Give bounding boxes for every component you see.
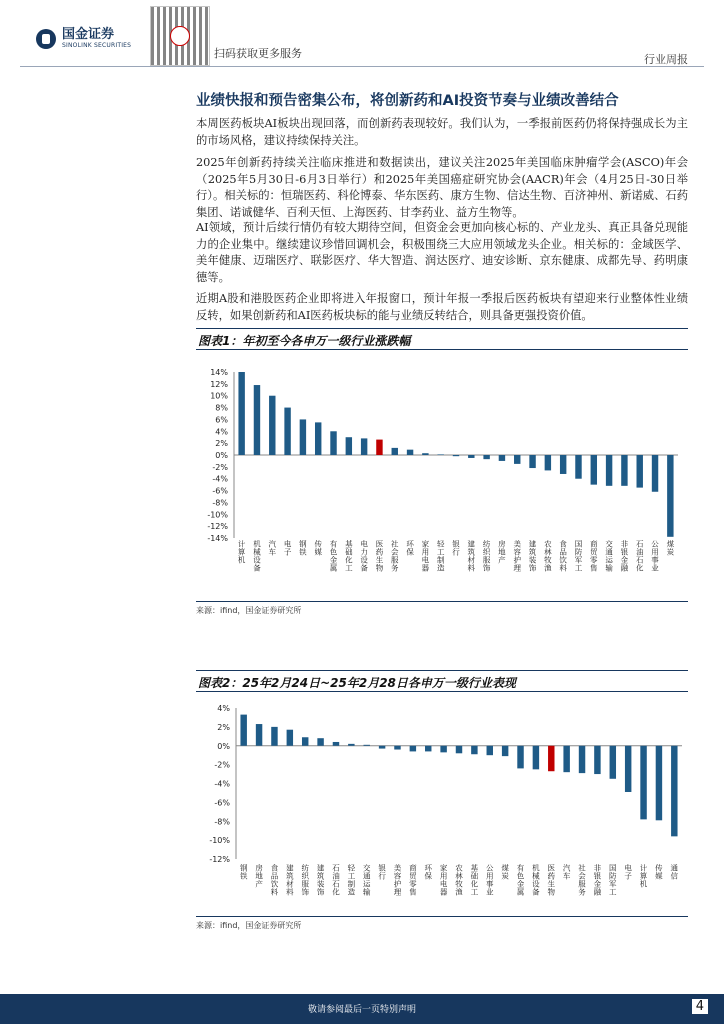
x-tick-label: 汽车 — [267, 540, 277, 556]
bar-汽车 — [269, 396, 275, 455]
bar-轻工制造 — [437, 454, 443, 455]
bar-商贸零售 — [591, 455, 597, 485]
y-tick-label: 4% — [217, 704, 230, 713]
x-tick-label: 环保 — [423, 864, 433, 880]
x-tick-label: 非银金融 — [592, 864, 602, 896]
x-tick-label: 电力设备 — [359, 540, 369, 572]
bar-家用电器 — [440, 746, 446, 753]
x-tick-label: 美容护理 — [512, 540, 522, 572]
bar-农林牧渔 — [545, 455, 551, 470]
y-tick-label: 8% — [215, 403, 228, 413]
logo-cn: 国金证券 — [62, 27, 115, 42]
bar-建筑装饰 — [317, 738, 323, 746]
x-tick-label: 国防军工 — [608, 864, 618, 896]
x-tick-label: 基础化工 — [344, 540, 354, 572]
x-tick-label: 通信 — [669, 864, 679, 880]
qr-center-logo-icon — [170, 26, 190, 46]
y-tick-label: -2% — [214, 760, 230, 770]
chart2 — [196, 698, 688, 910]
page-footer — [0, 994, 724, 1024]
bar-食品饮料 — [560, 455, 566, 474]
y-tick-label: -14% — [207, 534, 228, 543]
bar-银行 — [453, 455, 459, 456]
x-tick-label: 轻工制造 — [436, 540, 446, 572]
x-tick-label: 机械设备 — [531, 864, 541, 896]
report-type: 行业周报 — [644, 53, 688, 66]
x-tick-label: 钢铁 — [298, 540, 308, 556]
y-tick-label: -2% — [212, 462, 228, 472]
bar-汽车 — [563, 746, 569, 772]
x-tick-label: 公用事业 — [485, 864, 495, 896]
bar-银行 — [379, 746, 385, 749]
x-tick-label: 建筑装饰 — [316, 864, 326, 896]
figure1-title-text: 图表1：年初至今各申万一级行业涨跌幅 — [198, 334, 411, 348]
bar-医药生物 — [548, 746, 554, 771]
x-tick-label: 环保 — [405, 540, 415, 556]
bar-环保 — [425, 746, 431, 752]
bar-基础化工 — [346, 437, 352, 455]
y-tick-label: 10% — [210, 391, 228, 401]
x-tick-label: 商贸零售 — [589, 540, 599, 572]
bar-通信 — [671, 746, 677, 837]
x-tick-label: 基础化工 — [469, 864, 479, 896]
bar-交通运输 — [606, 455, 612, 486]
paragraph-1: 本周医药板块AI板块出现回落，而创新药表现较好。我们认为，一季报前医药仍将保持强成长为主的市场风格，建议持续保持关注。 — [196, 117, 688, 147]
company-logo — [36, 28, 131, 49]
y-tick-label: 14% — [210, 368, 228, 377]
figure2-bottom-rule — [196, 916, 688, 917]
x-tick-label: 医药生物 — [546, 864, 556, 896]
x-tick-label: 家用电器 — [439, 864, 449, 896]
x-tick-label: 银行 — [377, 864, 387, 880]
x-tick-label: 美容护理 — [392, 864, 402, 896]
chart1 — [196, 360, 688, 590]
bar-有色金属 — [517, 746, 523, 769]
x-tick-label: 食品饮料 — [269, 864, 279, 896]
bar-石油石化 — [333, 742, 339, 746]
figure2-title-text: 图表2：25年2月24日~25年2月28日各申万一级行业表现 — [198, 676, 516, 690]
x-tick-label: 汽车 — [562, 864, 572, 880]
paragraph-2: 2025年创新药持续关注临床推进和数据读出，建议关注2025年美国临床肿瘤学会(ASCO)年会（2025年5月30日-6月3日举行）和2025年美国癌症研究协会(AACR)年会（4月25日-30日举行）。相关标的：恒瑞医药、科伦博泰、华东医药、康方生物、信达生物、百济神州、新诺威、石药集团、诺诚健华、百利天恒、上海医药、甘李药业、益方生物等。 — [196, 156, 688, 219]
x-tick-label: 计算机 — [639, 864, 649, 888]
bar-建筑材料 — [468, 455, 474, 458]
paragraph-4: 近期A股和港股医药企业即将进入年报窗口，预计年报一季报后医药板块有望迎来行业整体性业绩反转，如果创新药和AI医药板块标的能与业绩反转结合，则具备更强投资价值。 — [196, 292, 688, 322]
figure1-source: 来源：ifind，国金证券研究所 — [196, 606, 302, 615]
x-tick-label: 非银金融 — [619, 540, 629, 572]
x-tick-label: 计算机 — [237, 540, 247, 564]
bar-钢铁 — [300, 419, 306, 455]
x-tick-label: 钢铁 — [239, 864, 249, 880]
bar-公用事业 — [652, 455, 658, 492]
y-tick-label: 4% — [215, 427, 228, 437]
y-tick-label: -10% — [207, 510, 228, 520]
bar-钢铁 — [240, 715, 246, 746]
bar-轻工制造 — [348, 744, 354, 746]
bar-建筑装饰 — [529, 455, 535, 468]
bar-机械设备 — [533, 746, 539, 770]
y-tick-label: 12% — [210, 379, 228, 389]
paragraph-3: AI领域，预计后续行情仍有较大期待空间，但资金会更加向核心标的、产业龙头、真正具备兑现能力的企业集中。继续建议珍惜回调机会，积极围绕三大应用领域龙头企业。相关标的：金域医学、美年健康、迈瑞医疗、联影医疗、华大智造、润达医疗、迪安诊断、京东健康、成都先导、药明康德等。 — [196, 221, 688, 284]
x-tick-label: 建筑材料 — [466, 540, 476, 572]
bar-房地产 — [499, 455, 505, 461]
x-tick-label: 传媒 — [654, 864, 664, 880]
x-tick-label: 房地产 — [497, 540, 507, 564]
footer-disclaimer[interactable]: 敬请参阅最后一页特别声明 — [307, 1005, 416, 1015]
x-tick-label: 煤炭 — [665, 540, 675, 556]
y-tick-label: -12% — [209, 855, 230, 864]
bar-非银金融 — [621, 455, 627, 486]
bar-农林牧渔 — [456, 746, 462, 754]
page-header — [0, 0, 724, 68]
x-tick-label: 商贸零售 — [408, 864, 418, 896]
x-tick-label: 医药生物 — [374, 540, 384, 572]
header-divider — [20, 66, 704, 67]
bar-交通运输 — [363, 745, 369, 746]
bar-公用事业 — [487, 746, 493, 755]
x-tick-label: 食品饮料 — [558, 540, 568, 572]
page-number: 4 — [692, 999, 708, 1014]
x-tick-label: 建筑材料 — [285, 864, 295, 896]
x-tick-label: 纺织服饰 — [482, 540, 492, 572]
y-tick-label: -8% — [212, 498, 228, 508]
y-tick-label: -4% — [212, 474, 228, 484]
bar-环保 — [407, 450, 413, 455]
x-tick-label: 家用电器 — [420, 540, 430, 572]
figure1-title — [196, 328, 688, 349]
x-tick-label: 建筑装饰 — [528, 540, 538, 572]
x-tick-label: 有色金属 — [516, 864, 526, 896]
bar-煤炭 — [502, 746, 508, 756]
bar-家用电器 — [422, 453, 428, 455]
bar-房地产 — [256, 724, 262, 746]
scan-text: 扫码获取更多服务 — [214, 47, 302, 60]
bar-国防军工 — [575, 455, 581, 479]
y-tick-label: -12% — [207, 522, 228, 532]
y-tick-label: -6% — [214, 798, 230, 808]
bar-建筑材料 — [287, 730, 293, 746]
bar-社会服务 — [579, 746, 585, 773]
x-tick-label: 交通运输 — [362, 864, 372, 896]
bar-电力设备 — [361, 438, 367, 455]
y-tick-label: -6% — [212, 486, 228, 496]
bar-传媒 — [656, 746, 662, 821]
bar-食品饮料 — [271, 727, 277, 746]
bar-基础化工 — [471, 746, 477, 754]
bar-美容护理 — [514, 455, 520, 464]
y-tick-label: -8% — [214, 817, 230, 827]
x-tick-label: 房地产 — [254, 864, 264, 888]
x-tick-label: 电子 — [623, 864, 633, 880]
figure2-rule — [196, 691, 688, 692]
x-tick-label: 国防军工 — [573, 540, 583, 572]
x-tick-label: 电子 — [283, 540, 293, 556]
bar-计算机 — [238, 372, 244, 455]
x-tick-label: 社会服务 — [577, 864, 587, 896]
logo-en: SINOLINK SECURITIES — [62, 42, 132, 49]
y-tick-label: 0% — [217, 741, 230, 751]
x-tick-label: 石油石化 — [331, 864, 341, 896]
x-tick-label: 农林牧渔 — [454, 864, 464, 896]
figure2-title — [196, 670, 688, 691]
x-tick-label: 社会服务 — [390, 540, 400, 572]
bar-国防军工 — [610, 746, 616, 779]
bar-非银金融 — [594, 746, 600, 774]
x-tick-label: 石油石化 — [635, 540, 645, 572]
x-tick-label: 交通运输 — [604, 540, 614, 572]
section-title: 业绩快报和预告密集公布，将创新药和AI投资节奏与业绩改善结合 — [196, 93, 619, 109]
y-tick-label: 2% — [217, 722, 230, 732]
x-tick-label: 传媒 — [313, 540, 323, 556]
y-tick-label: 0% — [215, 451, 228, 460]
logo-mark-icon — [36, 29, 56, 49]
x-tick-label: 纺织服饰 — [300, 864, 310, 896]
x-tick-label: 轻工制造 — [346, 864, 356, 896]
bar-纺织服饰 — [483, 455, 489, 459]
x-tick-label: 银行 — [451, 540, 461, 556]
bar-电子 — [284, 408, 290, 455]
x-tick-label: 机械设备 — [252, 540, 262, 572]
bar-计算机 — [640, 746, 646, 820]
bar-电子 — [625, 746, 631, 792]
y-tick-label: -10% — [209, 836, 230, 846]
x-tick-label: 有色金属 — [329, 540, 339, 572]
y-tick-label: 2% — [215, 439, 228, 449]
bar-美容护理 — [394, 746, 400, 750]
bar-机械设备 — [254, 385, 260, 455]
y-tick-label: 6% — [215, 415, 228, 425]
bar-石油石化 — [637, 455, 643, 488]
bar-纺织服饰 — [302, 737, 308, 745]
bar-传媒 — [315, 422, 321, 455]
bar-有色金属 — [330, 431, 336, 455]
bar-医药生物 — [376, 440, 382, 455]
y-tick-label: -4% — [214, 779, 230, 789]
bar-煤炭 — [667, 455, 673, 537]
figure2-source: 来源：ifind，国金证券研究所 — [196, 921, 302, 930]
bar-社会服务 — [392, 448, 398, 455]
figure1-bottom-rule — [196, 601, 688, 602]
x-tick-label: 煤炭 — [500, 864, 510, 880]
x-tick-label: 公用事业 — [650, 540, 660, 572]
bar-商贸零售 — [410, 746, 416, 752]
x-tick-label: 农林牧渔 — [543, 540, 553, 572]
figure1-rule — [196, 349, 688, 350]
